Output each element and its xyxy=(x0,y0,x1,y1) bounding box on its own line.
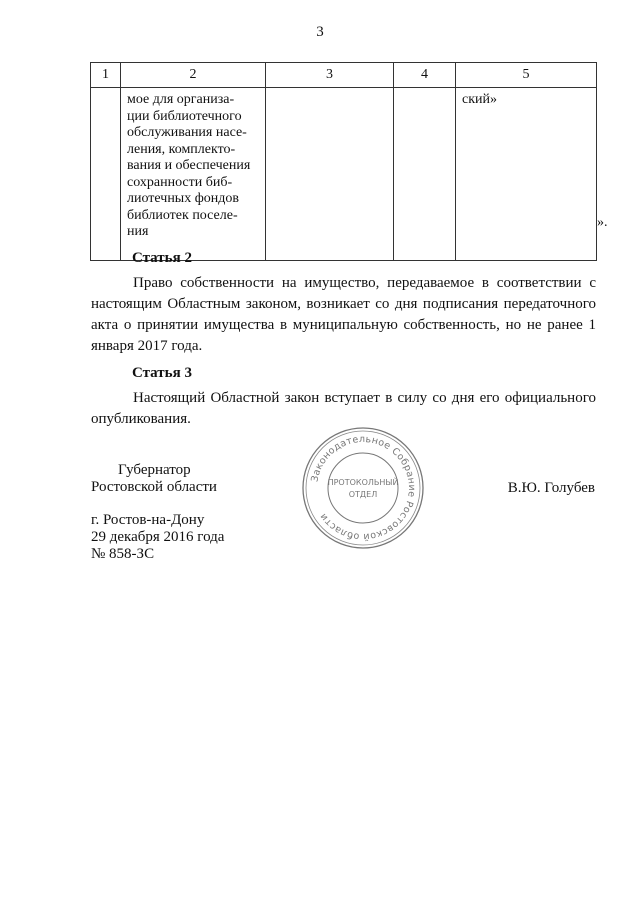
property-table xyxy=(90,62,597,261)
table-row xyxy=(91,88,597,261)
table-header-cell: 5 xyxy=(456,63,597,88)
table-cell xyxy=(394,88,456,261)
stamp-center-line1: ПРОТОКОЛЬНЫЙ xyxy=(327,478,399,487)
signature-details xyxy=(91,512,224,563)
table-cell xyxy=(91,88,121,261)
closing-quote: ». xyxy=(597,215,608,230)
property-purpose-text: мое для организа- ции библиотечного обслуживания насе- ления, комплекто- вания и обеспечения сохранности биб- лиотечных фондов библиотек поселе- ния xyxy=(127,92,251,239)
governor-title-line1: Губернатор xyxy=(118,462,191,478)
article-3-text: Настоящий Областной закон вступает в силу со дня его официального опубликования. xyxy=(91,390,596,427)
stamp-seal-icon xyxy=(300,425,426,551)
governor-name: В.Ю. Голубев xyxy=(507,480,595,496)
table-header-row xyxy=(91,63,597,88)
svg-text:Законодательное Собрание Росто xyxy=(309,434,417,542)
page-number: 3 xyxy=(316,24,324,40)
signing-city: г. Ростов-на-Дону xyxy=(91,512,205,528)
official-stamp xyxy=(300,425,426,556)
recipient-text: ский» xyxy=(462,92,497,107)
law-number: № 858-ЗС xyxy=(91,546,155,562)
table-header-cell: 2 xyxy=(121,63,266,88)
governor-title xyxy=(91,462,217,496)
table-cell xyxy=(266,88,394,261)
table-header-cell: 3 xyxy=(266,63,394,88)
table-cell xyxy=(121,88,266,261)
signing-date: 29 декабря 2016 года xyxy=(91,529,225,545)
table-cell xyxy=(456,88,597,261)
table-header-cell: 1 xyxy=(91,63,121,88)
stamp-ring-text: Законодательное Собрание Ростовской области xyxy=(309,433,418,543)
article-3-title: Статья 3 xyxy=(132,365,192,381)
stamp-center-line2: ОТДЕЛ xyxy=(348,490,378,499)
table-header-cell: 4 xyxy=(394,63,456,88)
governor-title-line2: Ростовской области xyxy=(91,479,217,495)
article-2-text: Право собственности на имущество, передаваемое в соответствии с настоящим Областным законом, возникает со дня подписания передаточного акта о принятии имущества в муниципальную собственность, но не ранее 1 января 2017 года. xyxy=(91,275,596,354)
article-2-title: Статья 2 xyxy=(132,250,192,266)
